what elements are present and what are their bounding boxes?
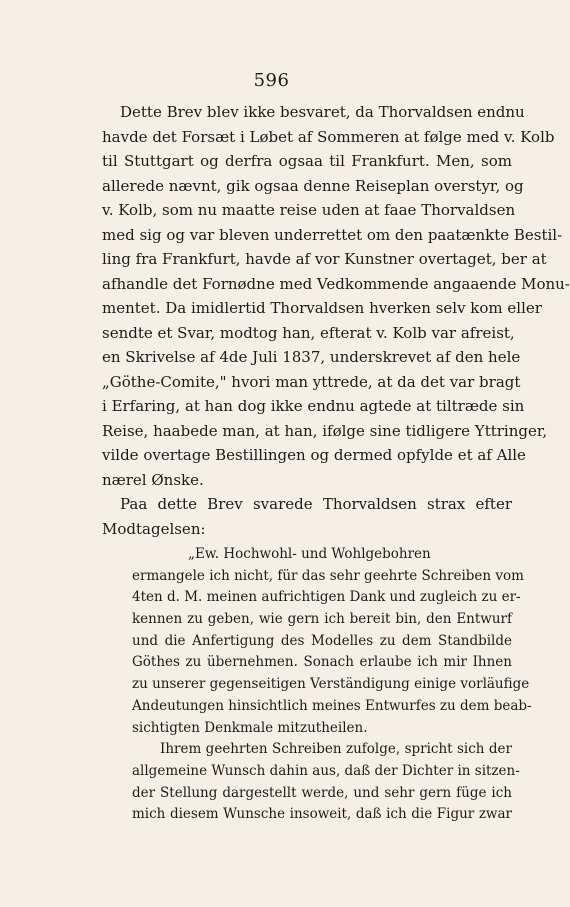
text-line: Paa dette Brev svarede Thorvaldsen strax efter xyxy=(120,495,512,513)
quoted-letter xyxy=(132,544,532,826)
text-line: Andeutungen hinsichtlich meines Entwurfes zu dem beab- xyxy=(132,697,532,714)
text-line: v. Kolb, som nu maatte reise uden at faae Thorvaldsen xyxy=(102,201,516,219)
text-line: ermangele ich nicht, für das sehr geehrte Schreiben vom xyxy=(132,567,524,584)
text-line: sichtigten Denkmale mitzutheilen. xyxy=(132,719,368,736)
text-line: havde det Forsæt i Løbet af Sommeren at følge med v. Kolb xyxy=(102,127,555,146)
text-line: ling fra Frankfurt, havde af vor Kunstner overtaget, ber at xyxy=(102,250,547,268)
text-line: mich diesem Wunsche insoweit, daß ich die Figur zwar xyxy=(132,806,512,823)
text-line: Göthes zu übernehmen. Sonach erlaube ich mir Ihnen xyxy=(132,654,512,671)
text-line: Reise, haabede man, at han, ifølge sine tidligere Yttringer, xyxy=(102,421,548,440)
page-number: 596 xyxy=(253,70,290,91)
text-line: en Skrivelse af 4de Juli 1837, underskrevet af den hele xyxy=(102,348,521,366)
text-line: Dette Brev blev ikke besvaret, da Thorvaldsen endnu xyxy=(120,103,525,121)
main-text xyxy=(102,100,570,541)
text-line: til Stuttgart og derfra ogsaa til Frankfurt. Men, som xyxy=(102,152,512,170)
text-line: zu unserer gegenseitigen Verständigung einige vorläufige xyxy=(132,676,530,693)
text-line: kennen zu geben, wie gern ich bereit bin, den Entwurf xyxy=(132,611,512,628)
text-line: med sig og var bleven underrettet om den paatænkte Bestil- xyxy=(102,225,563,244)
text-line: mentet. Da imidlertid Thorvaldsen hverken selv kom eller xyxy=(102,299,542,317)
text-line: nærel Ønske. xyxy=(102,470,204,489)
text-line: Ihrem geehrten Schreiben zufolge, spricht sich der xyxy=(160,741,512,758)
text-line: i Erfaring, at han dog ikke endnu agtede at tiltræde sin xyxy=(102,397,525,415)
text-line: Modtagelsen: xyxy=(102,519,206,538)
text-line: allerede nævnt, gik ogsaa denne Reiseplan overstyr, og xyxy=(102,176,524,195)
text-line: und die Anfertigung des Modelles zu dem Standbilde xyxy=(132,632,512,649)
letter-salutation: „Ew. Hochwohl- und Wohlgebohren xyxy=(188,546,431,562)
text-line: der Stellung dargestellt werde, und sehr gern füge ich xyxy=(132,784,512,801)
text-line: „Göthe-Comite," hvori man yttrede, at da det var bragt xyxy=(102,372,521,391)
text-line: vilde overtage Bestillingen og dermed opfylde et af Alle xyxy=(102,446,526,464)
text-line: afhandle det Fornødne med Vedkommende angaaende Monu- xyxy=(102,274,570,293)
text-line: allgemeine Wunsch dahin aus, daß der Dichter in sitzen- xyxy=(132,762,520,779)
text-line: sendte et Svar, modtog han, efterat v. Kolb var afreist, xyxy=(102,323,515,342)
text-line: 4ten d. M. meinen aufrichtigen Dank und zugleich zu er- xyxy=(132,589,521,606)
